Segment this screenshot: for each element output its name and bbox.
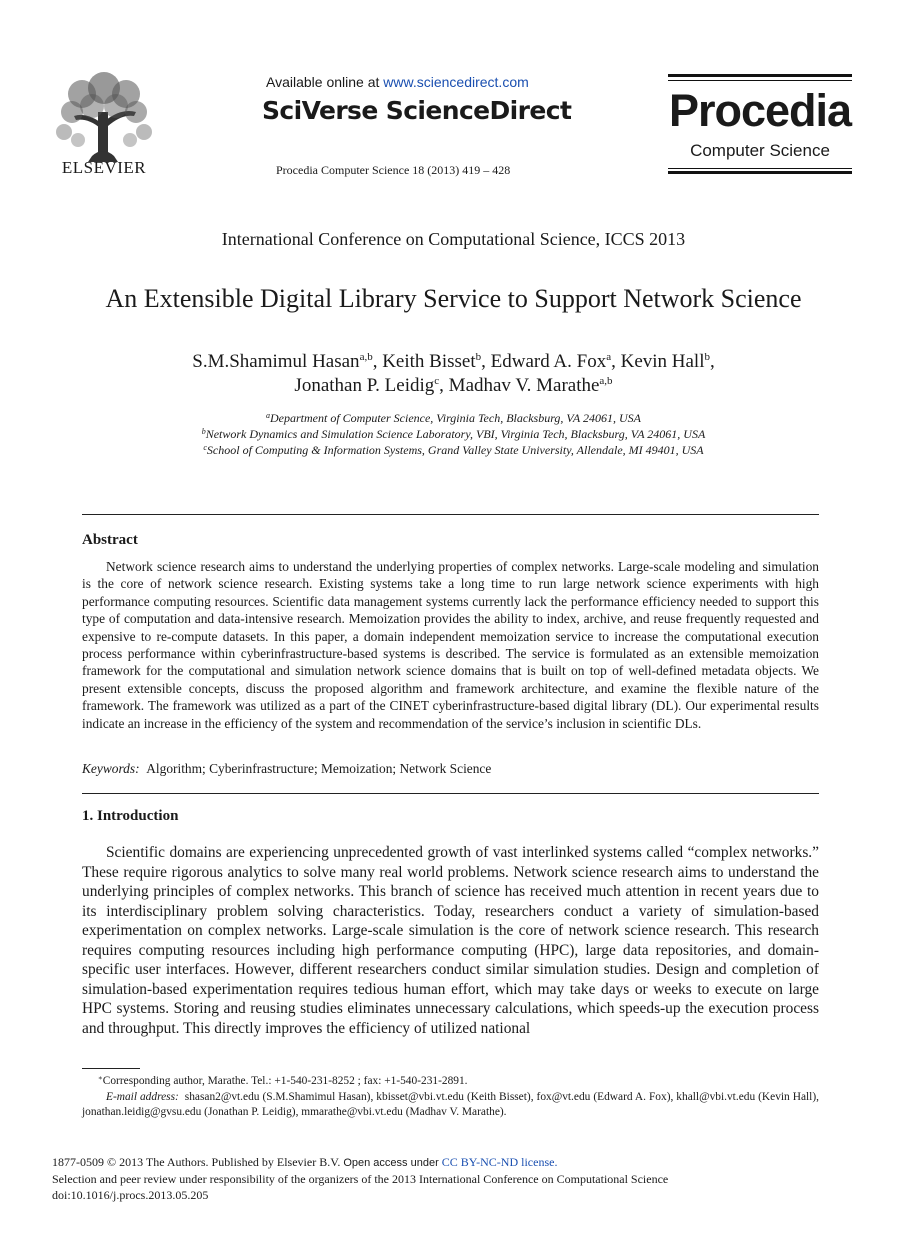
copyright-text: 1877-0509 © 2013 The Authors. Published by Elsevier B.V. xyxy=(52,1155,341,1169)
author-affiliation-mark: a,b xyxy=(359,351,373,363)
copyright-line xyxy=(52,1154,852,1171)
author-line-2 xyxy=(0,374,907,398)
footnote-mark: ∗ xyxy=(98,1074,103,1082)
introduction-heading: 1. Introduction xyxy=(82,808,179,824)
author-name: Keith Bisset xyxy=(382,351,476,372)
abstract-text: Network science research aims to understand the underlying properties of complex networks. Large-scale modeling and simulation is the core of network science research. Existing systems take a long time to run large network science experiments with high performance computing resources. Scientific data management systems currently lack the performance efficiency needed to support this type of computation and data-intensive research. Memoization provides the ability to index, archive, and reuse frequently requested and expensive to re-compute datasets. In this paper, a domain independent memoization service to increase the computational execution process performance within cyberinfrastructure-based systems is described. The service is formulated as an extensible memoization framework for the computational and simulation network science domains that is built on top of well-defined metadata objects. We present extensible concepts, discuss the proposed algorithm and framework architecture, and examine the flexible nature of the framework. The framework was utilized as a part of the CINET cyberinfrastructure-based digital library (DL). Our experimental results indicate an increase in the efficiency of the system and recommendation of the service’s inclusion in scientific DLs. xyxy=(82,559,819,731)
available-online-label: Available online at xyxy=(266,74,384,90)
email-list: shasan2@vt.edu (S.M.Shamimul Hasan), kbisset@vbi.vt.edu (Keith Bisset), fox@vt.edu (Edward A. Fox), khall@vbi.vt.edu (Kevin Hall), jonathan.leidig@gvsu.edu (Jonathan P. Leidig), mmarathe@vbi.vt.edu (Madhav V. Marathe). xyxy=(82,1090,819,1119)
open-access-label: Open access under xyxy=(343,1157,442,1169)
author-affiliation-mark: a,b xyxy=(599,375,613,387)
email-label: E-mail address: xyxy=(106,1090,179,1103)
divider-bottom xyxy=(82,793,819,794)
footnote-corresponding-text: Corresponding author, Marathe. Tel.: +1-540-231-8252 ; fax: +1-540-231-2891. xyxy=(102,1075,468,1087)
conference-name: International Conference on Computational Science, ICCS 2013 xyxy=(221,229,686,249)
introduction-text: Scientific domains are experiencing unprecedented growth of vast interlinked systems called “complex networks.” These require rigorous analytics to solve many real world problems. Network science research aims to understand the underlying principles of complex networks. This branch of science has received much attention in recent years due to its interdisciplinary problem solving characteristics. Today, researchers conduct a variety of simulation-based experimentation on complex networks. Large-scale simulation is the core of network science research. This research requires computing resources including high performance computing (HPC), large data repositories, and domain-specific user interfaces. However, different researchers conduct similar simulation studies. Design and completion of simulation-based experimentation requires tedious human effort, which may take days or weeks to execute on large HPC systems. Storing and reusing studies eliminates unnecessary calculations, which speeds-up the execution process and throughput. This directly improves the efficiency of utilized national xyxy=(82,844,819,1037)
footnote-emails xyxy=(82,1090,819,1121)
author-name: Kevin Hall xyxy=(620,351,705,372)
author-affiliation-mark: c xyxy=(434,375,440,387)
author-name: Jonathan P. Leidig xyxy=(294,375,435,396)
affiliation-text: Department of Computer Science, Virginia Tech, Blacksburg, VA 24061, USA xyxy=(270,411,641,425)
affiliation-item xyxy=(0,426,907,442)
affiliation-text: School of Computing & Information Systems, Grand Valley State University, Allendale, MI 49401, USA xyxy=(206,443,704,457)
available-online-line xyxy=(266,74,529,90)
sciencedirect-link[interactable]: www.sciencedirect.com xyxy=(383,74,529,90)
author-list xyxy=(0,350,907,398)
procedia-title: Procedia xyxy=(668,85,852,136)
procedia-brand-block xyxy=(668,74,852,174)
author-separator: , xyxy=(439,375,449,396)
divider-top xyxy=(82,514,819,515)
affiliation-mark: c xyxy=(203,443,207,452)
author-line-1 xyxy=(0,350,907,374)
license-link[interactable]: CC BY-NC-ND license. xyxy=(441,1155,558,1169)
affiliation-text: Network Dynamics and Simulation Science Laboratory, VBI, Virginia Tech, Blacksburg, VA 24061, USA xyxy=(205,427,706,441)
author-affiliation-mark: b xyxy=(475,351,482,363)
affiliation-item xyxy=(0,442,907,458)
keywords-text: Algorithm; Cyberinfrastructure; Memoization; Network Science xyxy=(146,761,492,776)
footnote xyxy=(82,1074,819,1121)
author-separator: , xyxy=(481,351,491,372)
footnote-corresponding xyxy=(82,1074,819,1090)
keywords-label: Keywords: xyxy=(82,761,140,776)
author-separator: , xyxy=(710,351,715,372)
procedia-rule-top xyxy=(668,74,852,77)
sciverse-sciencedirect-wordmark: SciVerse ScienceDirect xyxy=(262,96,572,125)
procedia-subtitle: Computer Science xyxy=(690,141,830,160)
elsevier-wordmark: ELSEVIER xyxy=(61,158,147,177)
author-name: Madhav V. Marathe xyxy=(448,375,600,396)
author-separator: , xyxy=(372,351,383,372)
journal-reference: Procedia Computer Science 18 (2013) 419 – 428 xyxy=(276,163,511,177)
author-separator: , xyxy=(611,351,621,372)
copyright-block xyxy=(52,1154,852,1203)
peer-review-line: Selection and peer review under responsibility of the organizers of the 2013 International Conference on Computational Science xyxy=(52,1172,669,1186)
affiliation-mark: a xyxy=(266,411,271,420)
affiliation-list xyxy=(0,410,907,458)
procedia-rule-bottom xyxy=(668,171,852,174)
doi-line: doi:10.1016/j.procs.2013.05.205 xyxy=(52,1188,209,1202)
affiliation-mark: b xyxy=(201,427,206,436)
paper-title: An Extensible Digital Library Service to Support Network Science xyxy=(105,284,802,313)
keywords-line xyxy=(82,761,491,777)
author-affiliation-mark: b xyxy=(704,351,710,363)
abstract-heading: Abstract xyxy=(82,532,138,548)
footnote-rule xyxy=(82,1068,140,1069)
author-affiliation-mark: a xyxy=(606,351,612,363)
procedia-rule-top-thin xyxy=(668,80,852,81)
procedia-rule-bottom-thin xyxy=(668,168,852,169)
author-name: Edward A. Fox xyxy=(490,351,607,372)
author-name: S.M.Shamimul Hasan xyxy=(192,351,360,372)
affiliation-item xyxy=(0,410,907,426)
